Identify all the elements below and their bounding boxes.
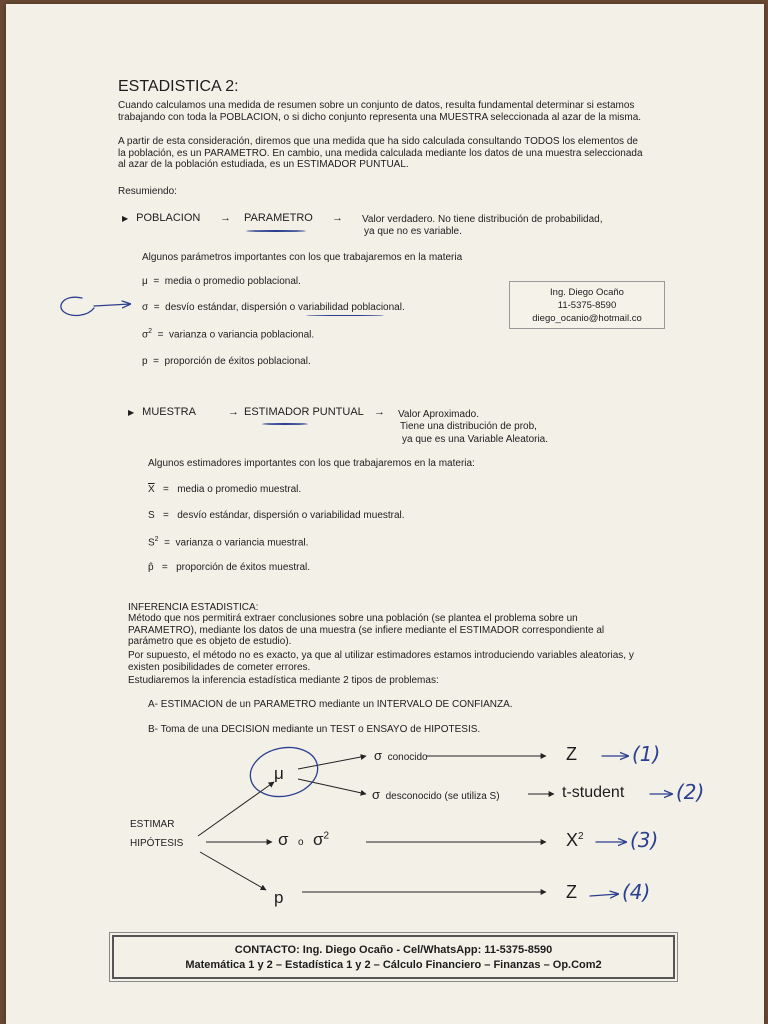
- parametro-label: PARAMETRO: [244, 212, 313, 224]
- poblacion-label: ▶ POBLACION: [122, 212, 200, 224]
- inferencia-paragraph-3: Estudiaremos la inferencia estadística mediante 2 tipos de problemas:: [128, 675, 439, 686]
- teacher-phone: 11-5375-8590: [557, 300, 617, 311]
- mu-to-conocido: [298, 756, 366, 769]
- inferencia-diagram: [6, 4, 764, 1024]
- estimador-label: ESTIMADOR PUNTUAL: [244, 406, 364, 418]
- hand-arrow-4-icon: [590, 894, 618, 896]
- param-item-mu: μ = media o promedio poblacional.: [142, 276, 301, 287]
- document-page: [6, 4, 764, 1024]
- contact-line-1: CONTACTO: Ing. Diego Ocaño - Cel/WhatsApp: 11-5375-8590: [234, 944, 553, 956]
- estim-item-s2: $S^2$ = varianza o variancia muestral.: [148, 536, 309, 549]
- parametro-arrow: →: [332, 212, 343, 224]
- estimadores-intro: Algunos estimadores importantes con los que trabajaremos en la materia:: [148, 458, 475, 469]
- contact-footer-box: [112, 935, 675, 979]
- estimador-arrow: →: [374, 406, 385, 418]
- poblacion-arrow: →: [220, 212, 231, 224]
- page-title: ESTADISTICA 2:: [118, 78, 239, 95]
- chi-result: $X^2$: [566, 830, 584, 850]
- handwritten-sigma-icon: [61, 297, 94, 315]
- hand-mark-3: (3): [630, 828, 659, 852]
- estimador-desc-1: Valor Aproximado.: [398, 409, 479, 420]
- muestra-arrow: →: [228, 406, 239, 418]
- branch-to-mu: [198, 782, 274, 836]
- param-item-sigma2: $\sigma^2$ = varianza o variancia poblacional.: [142, 328, 315, 341]
- resumiendo-label: Resumiendo:: [118, 186, 177, 197]
- parametro-desc-1: Valor verdadero. No tiene distribución de probabilidad,: [362, 214, 603, 225]
- z-result-1: Z: [566, 744, 577, 764]
- estimador-desc-2: Tiene una distribución de prob,: [400, 421, 537, 432]
- estim-item-xbar: $\overline{X}$ = media o promedio muestral.: [148, 484, 302, 495]
- intro-paragraph-1: Cuando calculamos una medida de resumen sobre un conjunto de datos, resulta fundamental determinar si estamos trabajando con toda la POBLACION, o si dicho conjunto representa una MUESTRA seleccionada al azar de la misma.: [118, 100, 642, 123]
- hand-mark-2: (2): [676, 780, 705, 804]
- sigma-desconocido-node: σ desconocido (se utiliza S): [372, 787, 500, 802]
- inferencia-paragraph-2: Por supuesto, el método no es exacto, ya que al utilizar estimadores estamos introduciendo variables aleatorias, y existen posibilidades de cometer errores.: [128, 650, 634, 673]
- p-node: p: [274, 888, 284, 907]
- tstudent-result: t-student: [562, 784, 625, 801]
- estim-item-s: S = desvío estándar, dispersión o variabilidad muestral.: [148, 510, 405, 521]
- sigma-conocido-node: σ conocido: [374, 748, 428, 763]
- inferencia-paragraph-1: Método que nos permitirá extraer conclusiones sobre una población (se plantea el problema sobre un PARAMETRO), mediante los datos de una muestra (se infiere mediante el ESTIMADOR correspondiente al parámetro que es objeto de estudio).: [128, 613, 605, 648]
- parametros-intro: Algunos parámetros importantes con los que trabajaremos en la materia: [142, 252, 463, 263]
- hand-mark-1: (1): [632, 742, 661, 766]
- sigma-node: σ o $\sigma^2$: [278, 830, 330, 849]
- estimador-desc-3: ya que es una Variable Aleatoria.: [402, 434, 549, 445]
- mu-node: μ: [274, 764, 284, 783]
- teacher-email: diego_ocanio@hotmail.co: [532, 313, 642, 324]
- problema-b: B- Toma de una DECISION mediante un TEST o ENSAYO de HIPOTESIS.: [148, 724, 481, 735]
- intro-paragraph-2: A partir de esta consideración, diremos que una medida que ha sido calculada consultando TODOS los elementos de la población, es un PARAMETRO. En cambio, una medida calculada mediante los datos de una muestra seleccionada al azar de la población estudiada, es un ESTIMADOR PUNTUAL.: [118, 136, 643, 171]
- inferencia-heading: INFERENCIA ESTADISTICA:: [128, 602, 259, 613]
- hand-mark-4: (4): [622, 880, 651, 904]
- branch-to-p: [200, 852, 266, 890]
- z-result-4: Z: [566, 882, 577, 902]
- estim-item-phat: p̂ = proporción de éxitos muestral.: [148, 562, 311, 573]
- param-item-sigma: σ = desvío estándar, dispersión o variabilidad poblacional.: [142, 302, 405, 313]
- muestra-label: ▶ MUESTRA: [128, 406, 196, 418]
- param-item-p: p = proporción de éxitos poblacional.: [142, 356, 311, 367]
- handwritten-arrow-icon: [94, 304, 130, 306]
- parametro-desc-2: ya que no es variable.: [364, 226, 462, 237]
- contact-line-2: Matemática 1 y 2 – Estadística 1 y 2 – Cálculo Financiero – Finanzas – Op.Com2: [185, 959, 602, 971]
- teacher-name: Ing. Diego Ocaño: [550, 287, 624, 298]
- estimar-label: ESTIMAR: [130, 819, 175, 830]
- problema-a: A- ESTIMACION de un PARAMETRO mediante un INTERVALO DE CONFIANZA.: [148, 699, 513, 710]
- hipotesis-label: HIPÓTESIS: [130, 838, 184, 849]
